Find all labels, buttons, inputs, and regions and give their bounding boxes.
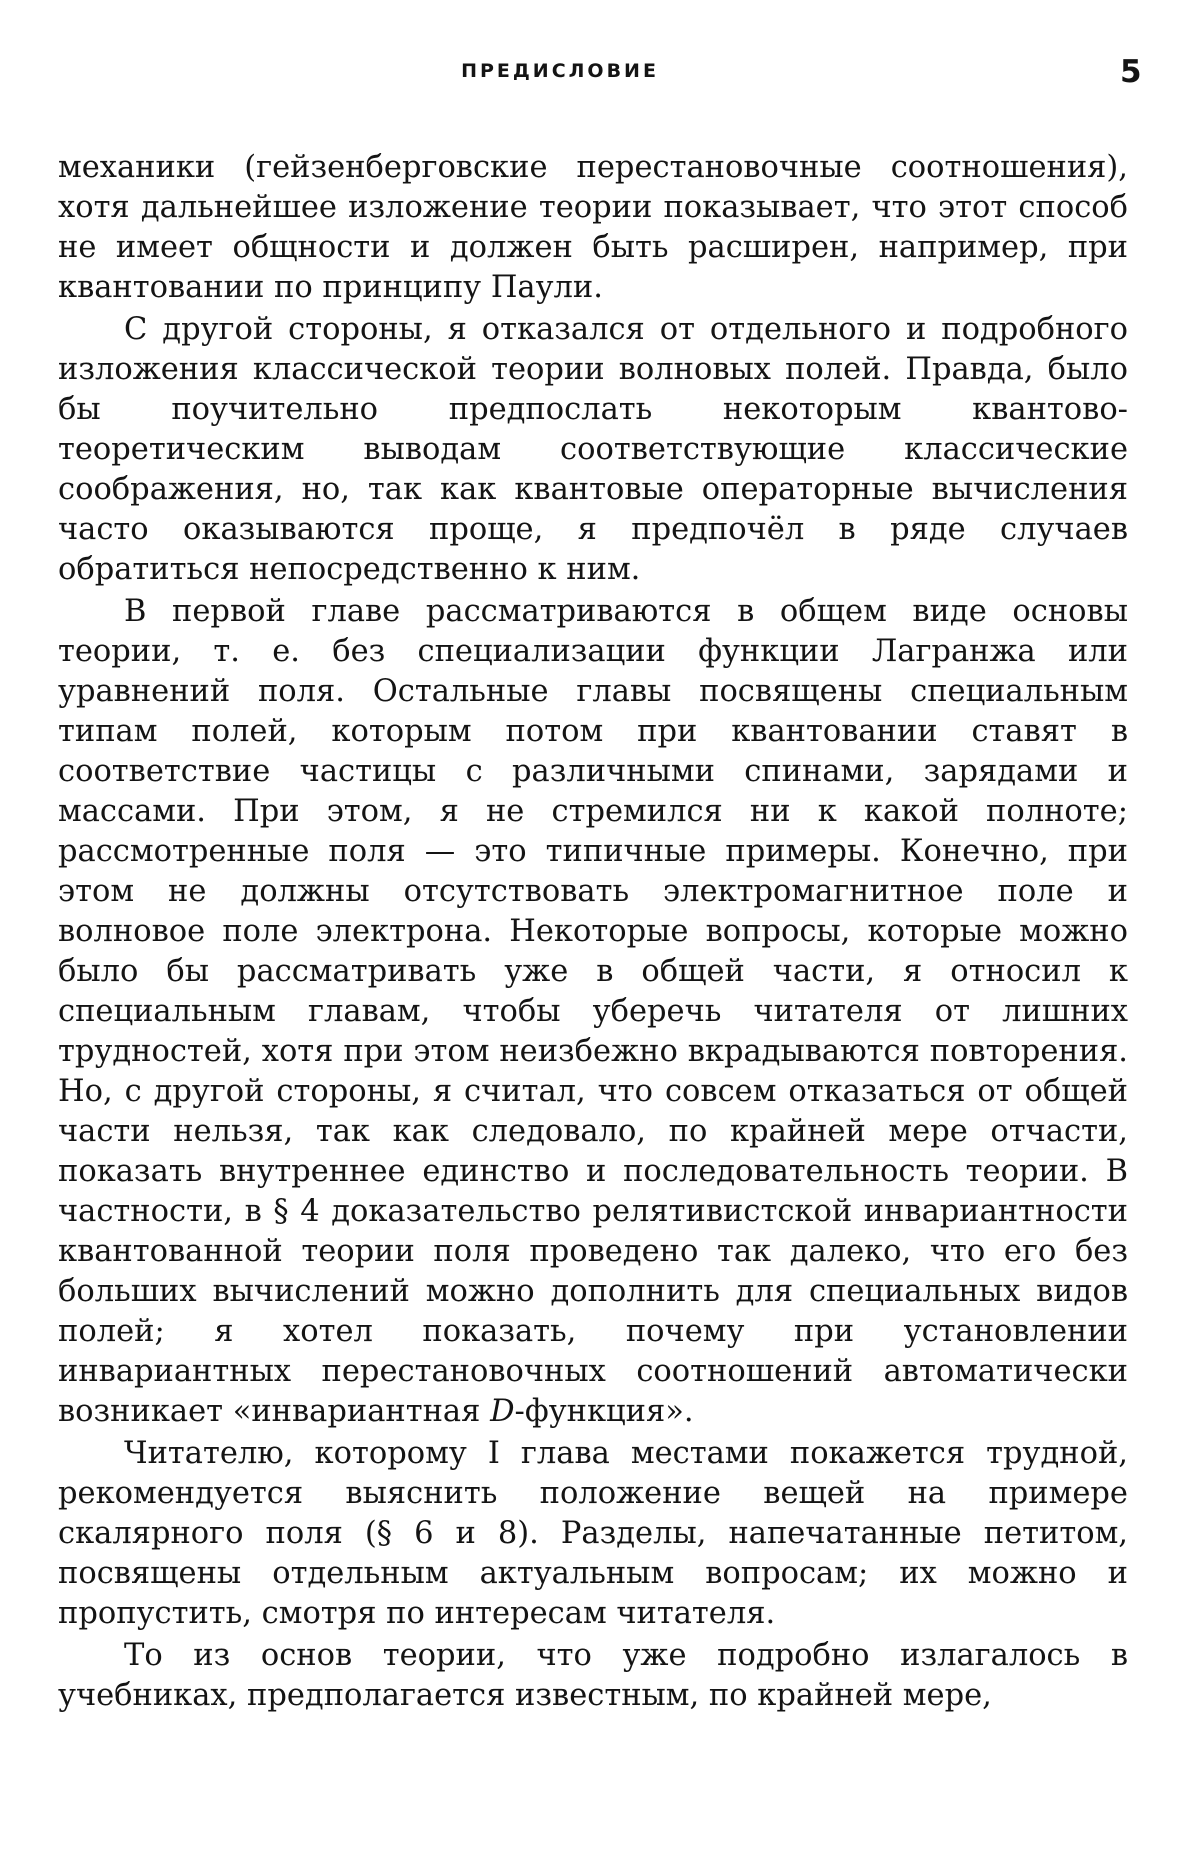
paragraph-3-main: В первой главе рассматриваются в общем виде основы теории, т. е. без специализации функции Лагранжа или уравнений поля. Остальные главы посвящены специальным типам полей, которым потом при квантовании ставят в соответствие частицы с различными спинами, зарядами и массами. При этом, я не стремился ни к какой полноте; рассмотренные поля — это типичные примеры. Конечно, при этом не должны отсутствовать электромагнитное поле и волновое поле электрона. Некоторые вопросы, которые можно было бы рассматривать уже в общей части, я относил к специальным главам, чтобы уберечь читателя от лишних трудностей, хотя при этом неизбежно вкрадываются повторения. Но, с другой стороны, я считал, что совсем отказаться от общей части нельзя, так как следовало, по крайней мере отчасти, показать внутреннее единство и последовательность теории. В частности, в § 4 доказательство релятивистской инвариантности квантованной теории поля проведено так далеко, что его без больших вычислений можно дополнить для специальных видов полей; я хотел показать, почему при установлении инвариантных перестановочных соотношений автоматически возникает «инвариантная xyxy=(58,594,1128,1429)
paragraph-1: механики (гейзенберговские перестановочные соотношения), хотя дальнейшее изложение теории показывает, что этот способ не имеет общности и должен быть расширен, например, при квантовании по принципу Паули. xyxy=(58,150,1128,305)
page-number: 5 xyxy=(1120,54,1142,90)
body-text xyxy=(58,148,1128,1716)
paragraph-2: С другой стороны, я отказался от отдельного и подробного изложения классической теории волновых полей. Правда, было бы поучительно предпослать некоторым квантово-теоретическим выводам соответствующие классические соображения, но, так как квантовые операторные вычисления часто оказываются проще, я предпочёл в ряде случаев обратиться непосредственно к ним. xyxy=(58,312,1128,587)
paragraph-4: Читателю, которому I глава местами покажется трудной, рекомендуется выяснить положение вещей на примере скалярного поля (§ 6 и 8). Разделы, напечатанные петитом, посвящены отдельным актуальным вопросам; их можно и пропустить, смотря по интересам читателя. xyxy=(58,1436,1128,1631)
paragraph-3-end: -функция». xyxy=(514,1394,694,1429)
running-title: ПРЕДИСЛОВИЕ xyxy=(461,60,659,82)
running-head xyxy=(60,54,1144,94)
paragraph-5: То из основ теории, что уже подробно излагалось в учебниках, предполагается известным, по крайней мере, xyxy=(58,1638,1128,1713)
d-function-symbol: D xyxy=(490,1394,515,1429)
paragraph-3 xyxy=(58,592,1128,1432)
